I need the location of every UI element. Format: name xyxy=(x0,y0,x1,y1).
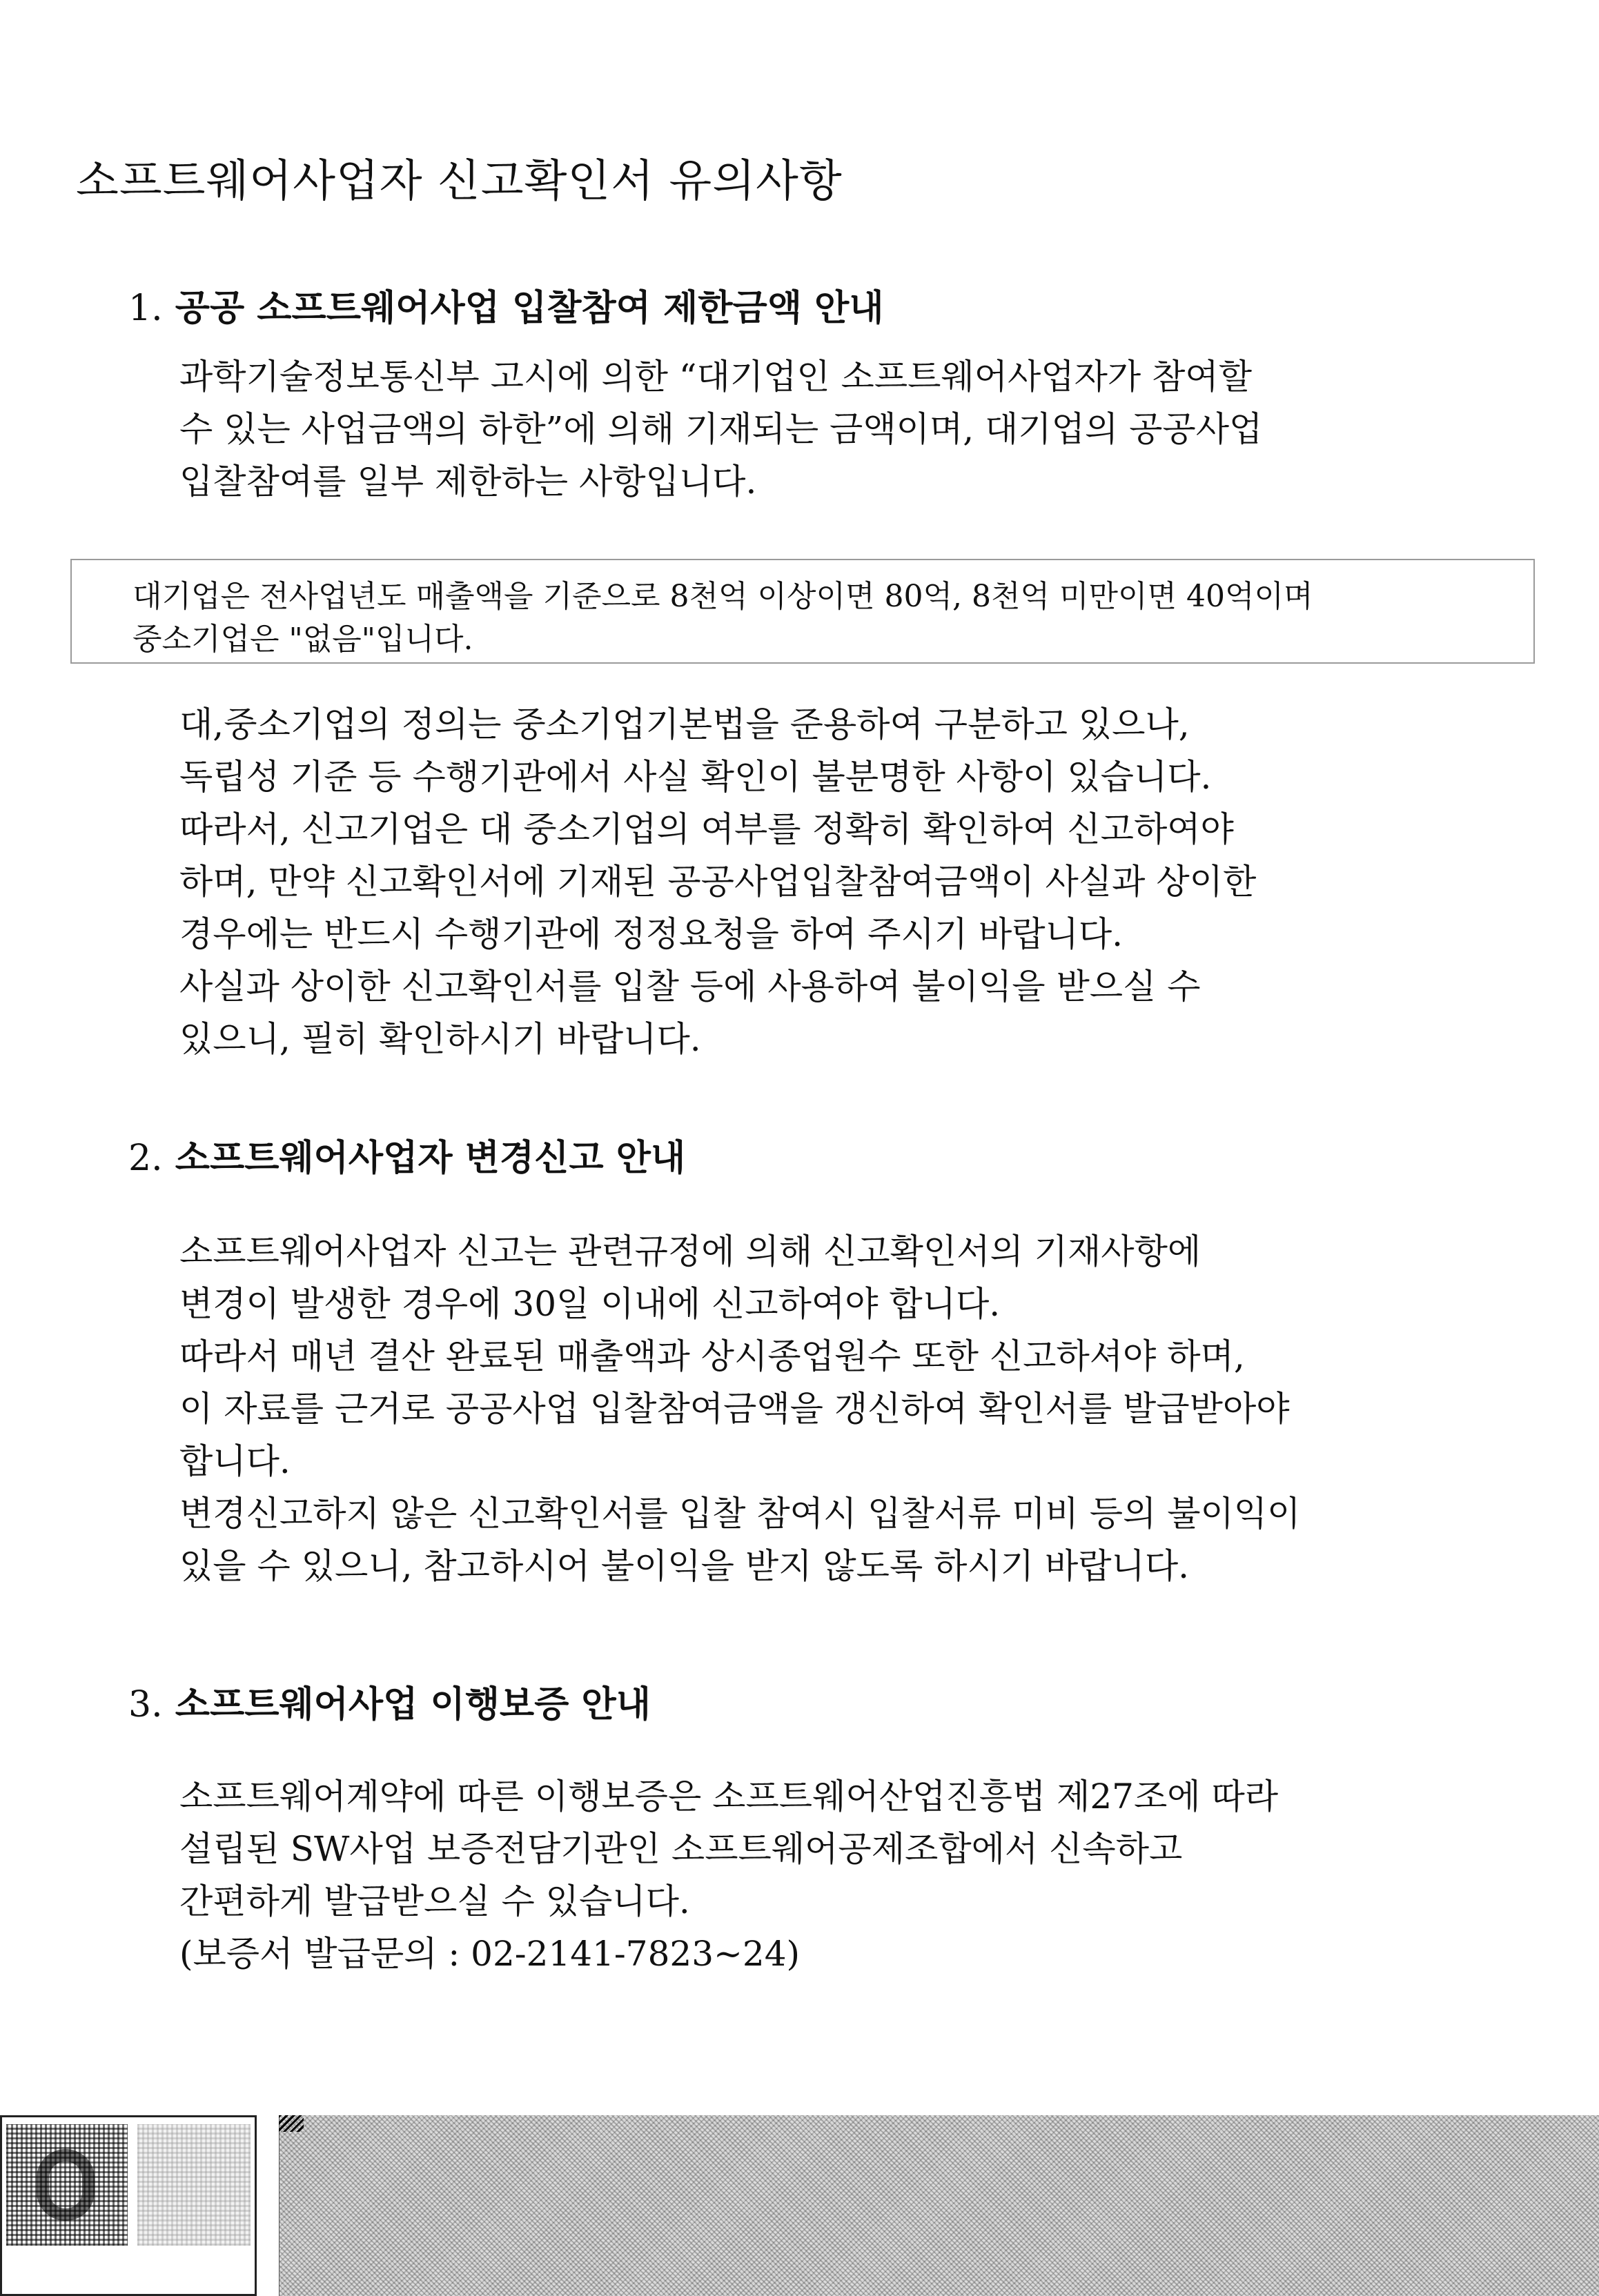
section-2-body xyxy=(179,1225,1560,1592)
section-1-number: 1. xyxy=(128,288,163,329)
section-1-intro-line: 과학기술정보통신부 고시에 의한 “대기업인 소프트웨어사업자가 참여할 xyxy=(179,357,1253,397)
section-3-title: 소프트웨어사업 이행보증 안내 xyxy=(175,1684,651,1725)
notice-box xyxy=(70,559,1535,664)
section-1-body-line: 대,중소기업의 정의는 중소기업기본법을 준용하여 구분하고 있으나, xyxy=(179,704,1190,744)
section-2-body-line: 이 자료를 근거로 공공사업 입찰참여금액을 갱신하여 확인서를 발급받아야 xyxy=(179,1389,1290,1429)
section-3-body-line: 소프트웨어계약에 따른 이행보증은 소프트웨어산업진흥법 제27조에 따라 xyxy=(179,1777,1279,1817)
section-2-body-line: 변경신고하지 않은 신고확인서를 입찰 참여시 입찰서류 미비 등의 불이익이 xyxy=(179,1494,1301,1534)
section-3-heading xyxy=(128,1675,651,1727)
section-1-intro xyxy=(179,350,1560,508)
section-1-body-line: 따라서, 신고기업은 대 중소기업의 여부를 정확히 확인하여 신고하여야 xyxy=(179,809,1234,849)
section-2-body-line: 합니다. xyxy=(179,1441,291,1481)
section-3-body-line: 설립된 SW사업 보증전담기관인 소프트웨어공제조합에서 신속하고 xyxy=(179,1829,1183,1869)
section-3-body xyxy=(179,1770,1560,1980)
section-1-intro-line: 수 있는 사업금액의 하한”에 의해 기재되는 금액이며, 대기업의 공공사업 xyxy=(179,409,1263,449)
anti-forgery-pattern xyxy=(279,2115,1599,2296)
verification-code-panel xyxy=(0,2115,257,2296)
section-1-body-line: 사실과 상이한 신고확인서를 입찰 등에 사용하여 불이익을 받으실 수 xyxy=(179,967,1201,1007)
section-1-body-line: 경우에는 반드시 수행기관에 정정요청을 하여 주시기 바랍니다. xyxy=(179,914,1124,954)
notice-line: 대기업은 전사업년도 매출액을 기준으로 8천억 이상이면 80억, 8천억 미만이면 40억이며 xyxy=(133,579,1313,614)
section-2-body-line: 따라서 매년 결산 완료된 매출액과 상시종업원수 또한 신고하셔야 하며, xyxy=(179,1336,1245,1376)
section-1-title: 공공 소프트웨어사업 입찰참여 제한금액 안내 xyxy=(175,288,884,329)
section-1-intro-line: 입찰참여를 일부 제한하는 사항입니다. xyxy=(179,462,757,502)
section-1-body-line: 있으니, 필히 확인하시기 바랍니다. xyxy=(179,1019,701,1059)
verification-code-image xyxy=(137,2124,251,2246)
pattern-corner-mark xyxy=(279,2115,304,2132)
section-1-heading xyxy=(128,279,884,330)
notice-line: 중소기업은 "없음"입니다. xyxy=(133,622,473,657)
section-2-body-line: 변경이 발생한 경우에 30일 이내에 신고하여야 합니다. xyxy=(179,1284,1001,1324)
section-1-body xyxy=(179,698,1560,1065)
section-2-body-line: 있을 수 있으니, 참고하시어 불이익을 받지 않도록 하시기 바랍니다. xyxy=(179,1546,1190,1586)
section-3-number: 3. xyxy=(128,1684,163,1725)
page-title: 소프트웨어사업자 신고확인서 유의사항 xyxy=(76,155,843,207)
section-1-body-line: 하며, 만약 신고확인서에 기재된 공공사업입찰참여금액이 사실과 상이한 xyxy=(179,862,1257,902)
section-2-title: 소프트웨어사업자 변경신고 안내 xyxy=(175,1138,686,1179)
section-3-body-line: (보증서 발급문의 : 02-2141-7823~24) xyxy=(179,1934,801,1974)
section-1-body-line: 독립성 기준 등 수행기관에서 사실 확인이 불분명한 사항이 있습니다. xyxy=(179,757,1212,797)
section-3-body-line: 간편하게 발급받으실 수 있습니다. xyxy=(179,1881,690,1921)
section-2-body-line: 소프트웨어사업자 신고는 관련규정에 의해 신고확인서의 기재사항에 xyxy=(179,1231,1201,1271)
section-2-number: 2. xyxy=(128,1138,163,1179)
section-2-heading xyxy=(128,1129,685,1180)
verification-code-image xyxy=(6,2124,128,2246)
